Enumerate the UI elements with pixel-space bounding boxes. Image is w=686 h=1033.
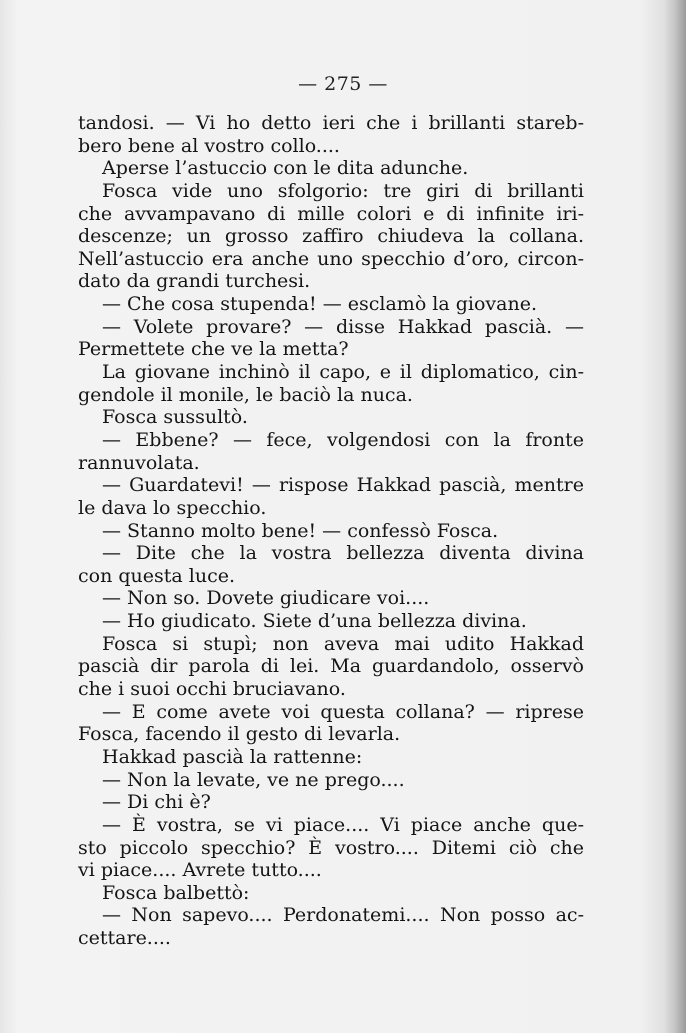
text-line: vi piace.... Avrete tutto.... (78, 859, 322, 882)
text-line: dato da grandi turchesi. (78, 270, 311, 293)
text-line: — Dite che la vostra bellezza diventa divina (102, 542, 584, 565)
text-line: che i suoi occhi bruciavano. (78, 678, 346, 701)
text-line: — Volete provare? — disse Hakkad pascià. — (102, 315, 584, 338)
text-line: — Guardatevi! — rispose Hakkad pascià, mentre (102, 474, 584, 497)
text-line: Fosca vide uno sfolgorio: tre giri di brillanti (102, 179, 584, 202)
text-line: — Non so. Dovete giudicare voi.... (102, 587, 430, 610)
text-line: con questa luce. (78, 564, 235, 587)
text-line: bero bene al vostro collo.... (78, 134, 340, 157)
text-line: rannuvolata. (78, 451, 200, 474)
text-line: Fosca balbettò: (102, 881, 250, 904)
text-line: — Stanno molto bene! — confessò Fosca. (102, 519, 499, 542)
text-line: Permettete che ve la metta? (78, 338, 349, 361)
text-line: tandosi. — Vi ho detto ieri che i brillanti stareb- (78, 112, 584, 134)
text-line: — Che cosa stupenda! — esclamò la giovane. (102, 293, 538, 316)
text-line: La giovane inchinò il capo, e il diplomatico, cin- (102, 361, 584, 384)
text-line: — Di chi è? (102, 791, 211, 814)
text-line: Fosca, facendo il gesto di levarla. (78, 723, 401, 746)
text-line: — Non la levate, ve ne prego.... (102, 768, 405, 791)
page-number: — 275 — (298, 73, 388, 95)
text-line: le dava lo specchio. (78, 496, 267, 519)
text-line: — Non sapevo.... Perdonatemi.... Non posso ac- (102, 904, 584, 927)
text-line: Nell’astuccio era anche uno specchio d’oro, circon- (78, 247, 584, 270)
text-line: descenze; un grosso zaffiro chiudeva la collana. (78, 225, 584, 248)
text-line: cettare.... (78, 927, 171, 950)
text-line: — Ebbene? — fece, volgendosi con la fronte (102, 428, 584, 451)
body-text (78, 112, 584, 950)
text-line: gendole il monile, le baciò la nuca. (78, 383, 413, 406)
text-line: — È vostra, se vi piace.... Vi piace anche que- (102, 813, 584, 836)
text-line: pascià dir parola di lei. Ma guardandolo, osservò (78, 655, 584, 678)
text-line: sto piccolo specchio? È vostro.... Ditemi ciò che (78, 836, 584, 859)
text-line: — Ho giudicato. Siete d’una bellezza divina. (102, 610, 527, 633)
text-line: che avvampavano di mille colori e di infinite iri- (78, 202, 584, 225)
text-line: Hakkad pascià la rattenne: (102, 745, 363, 768)
text-line: Fosca sussultò. (102, 406, 248, 429)
text-line: Fosca si stupì; non aveva mai udito Hakkad (102, 632, 584, 655)
page-edge-shadow (664, 0, 686, 1033)
text-line: Aperse l’astuccio con le dita adunche. (102, 157, 469, 180)
text-line: — E come avete voi questa collana? — riprese (102, 700, 584, 723)
